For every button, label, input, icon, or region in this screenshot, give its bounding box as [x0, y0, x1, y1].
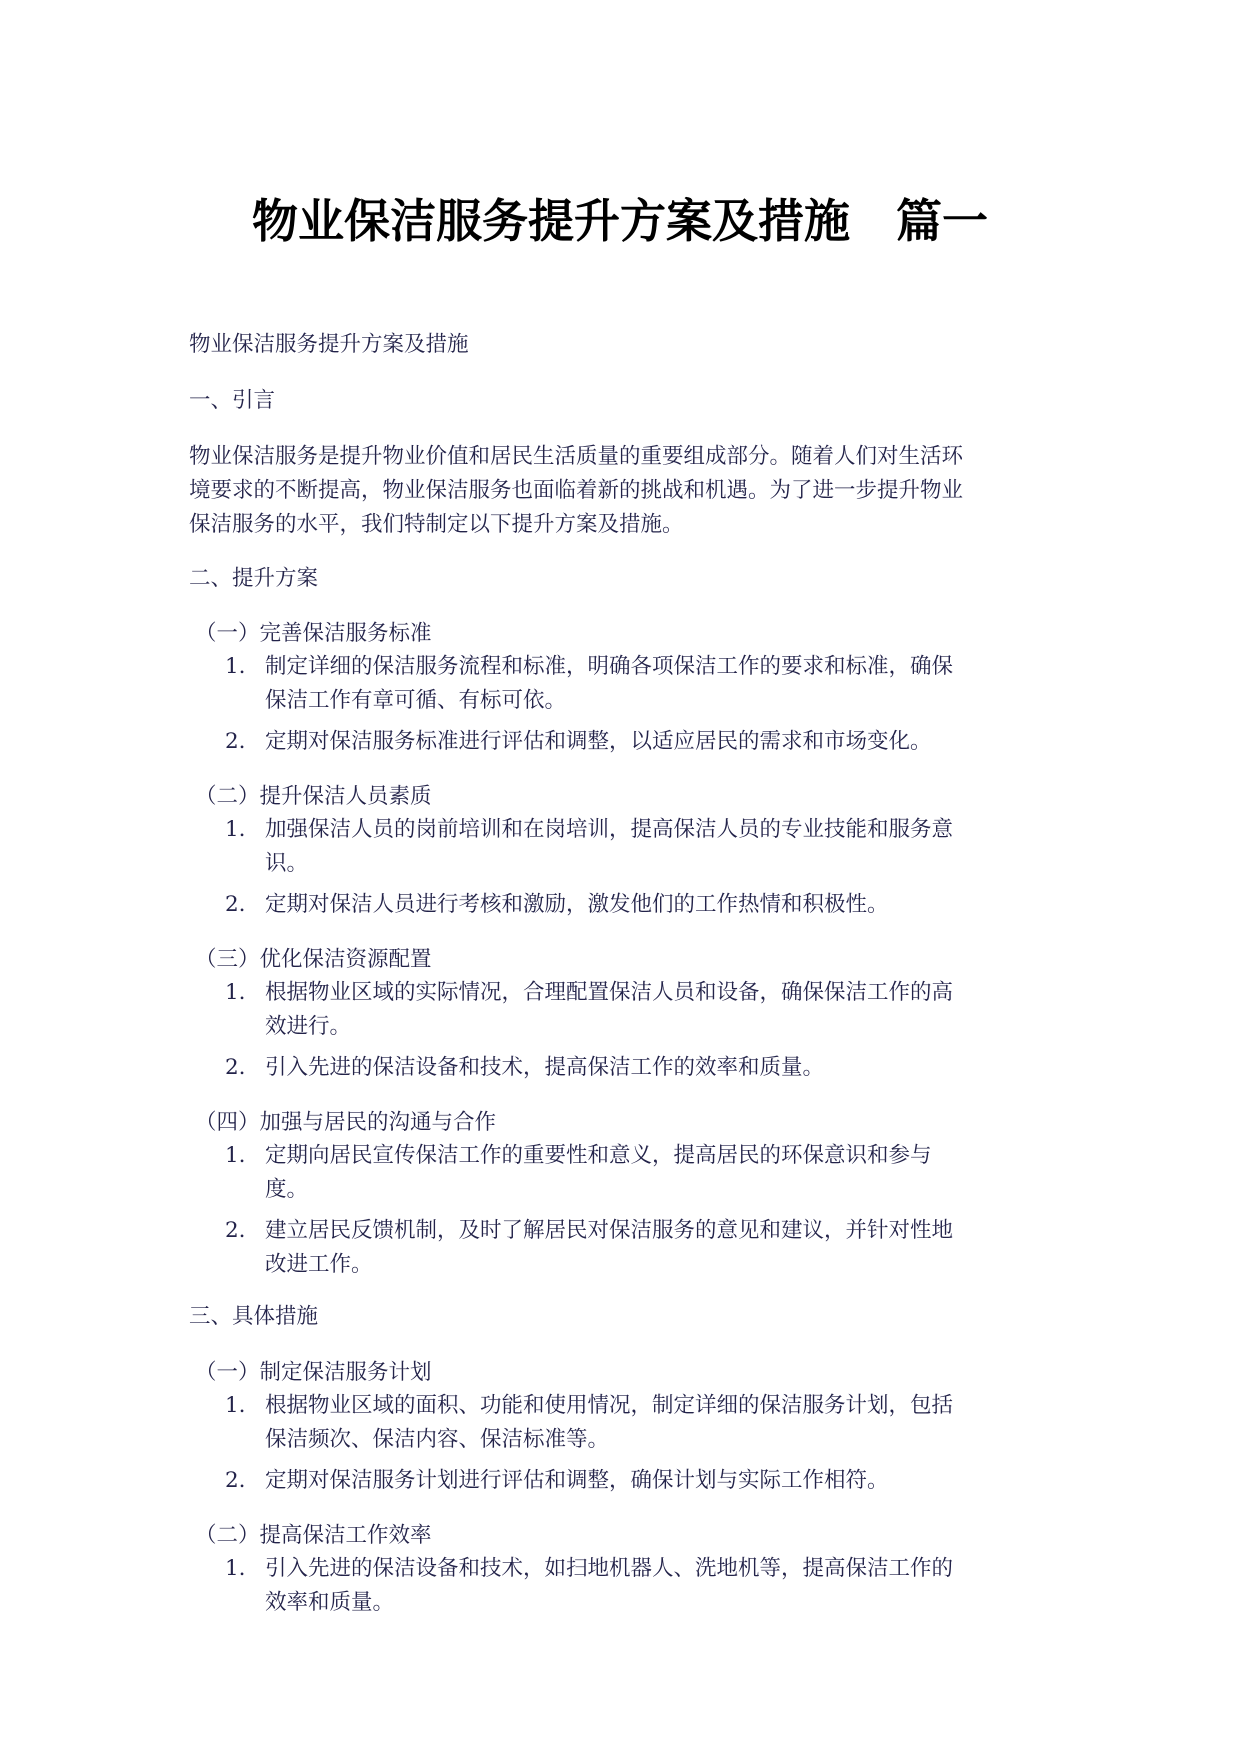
- subsection-heading: （二）提高保洁工作效率: [195, 1523, 432, 1548]
- section-heading-intro: 一、引言: [189, 388, 276, 413]
- paragraph-line: 保洁服务的水平，我们特制定以下提升方案及措施。: [189, 512, 684, 537]
- list-item: 加强保洁人员的岗前培训和在岗培训，提高保洁人员的专业技能和服务意 识。: [265, 817, 954, 876]
- list-number: 2.: [225, 729, 246, 754]
- section-heading-measures: 三、具体措施: [189, 1304, 319, 1329]
- list-item: 引入先进的保洁设备和技术，提高保洁工作的效率和质量。: [265, 1055, 825, 1080]
- list-item: 引入先进的保洁设备和技术，如扫地机器人、洗地机等，提高保洁工作的 效率和质量。: [265, 1556, 954, 1615]
- list-number: 1.: [225, 980, 246, 1005]
- document-title: 物业保洁服务提升方案及措施 篇一: [252, 194, 988, 248]
- subsection-heading: （三）优化保洁资源配置: [195, 947, 432, 972]
- intro-paragraph: [189, 440, 1049, 542]
- list-item: 定期向居民宣传保洁工作的重要性和意义，提高居民的环保意识和参与 度。: [265, 1143, 932, 1202]
- list-number: 1.: [225, 1393, 246, 1418]
- subsection-heading: （一）完善保洁服务标准: [195, 621, 432, 646]
- list-number: 1.: [225, 1143, 246, 1168]
- list-number: 2.: [225, 892, 246, 917]
- list-number: 1.: [225, 817, 246, 842]
- subsection-heading: （四）加强与居民的沟通与合作: [195, 1110, 497, 1135]
- subsection-heading: （二）提升保洁人员素质: [195, 784, 432, 809]
- list-item: 建立居民反馈机制，及时了解居民对保洁服务的意见和建议，并针对性地 改进工作。: [265, 1218, 954, 1277]
- list-item: 根据物业区域的面积、功能和使用情况，制定详细的保洁服务计划，包括 保洁频次、保洁内容、保洁标准等。: [265, 1393, 954, 1452]
- list-number: 2.: [225, 1468, 246, 1493]
- list-item: 制定详细的保洁服务流程和标准，明确各项保洁工作的要求和标准，确保 保洁工作有章可循、有标可依。: [265, 654, 954, 713]
- section-heading-plan: 二、提升方案: [189, 566, 319, 591]
- paragraph-line: 物业保洁服务是提升物业价值和居民生活质量的重要组成部分。随着人们对生活环: [189, 444, 964, 469]
- document-subtitle: 物业保洁服务提升方案及措施: [189, 332, 469, 357]
- list-item: 定期对保洁服务标准进行评估和调整，以适应居民的需求和市场变化。: [265, 729, 932, 754]
- paragraph-line: 境要求的不断提高，物业保洁服务也面临着新的挑战和机遇。为了进一步提升物业: [189, 478, 964, 503]
- list-number: 1.: [225, 1556, 246, 1581]
- list-item: 定期对保洁人员进行考核和激励，激发他们的工作热情和积极性。: [265, 892, 889, 917]
- subsection-heading: （一）制定保洁服务计划: [195, 1360, 432, 1385]
- list-number: 1.: [225, 654, 246, 679]
- list-item: 定期对保洁服务计划进行评估和调整，确保计划与实际工作相符。: [265, 1468, 889, 1493]
- list-number: 2.: [225, 1218, 246, 1243]
- list-item: 根据物业区域的实际情况，合理配置保洁人员和设备，确保保洁工作的高 效进行。: [265, 980, 954, 1039]
- list-number: 2.: [225, 1055, 246, 1080]
